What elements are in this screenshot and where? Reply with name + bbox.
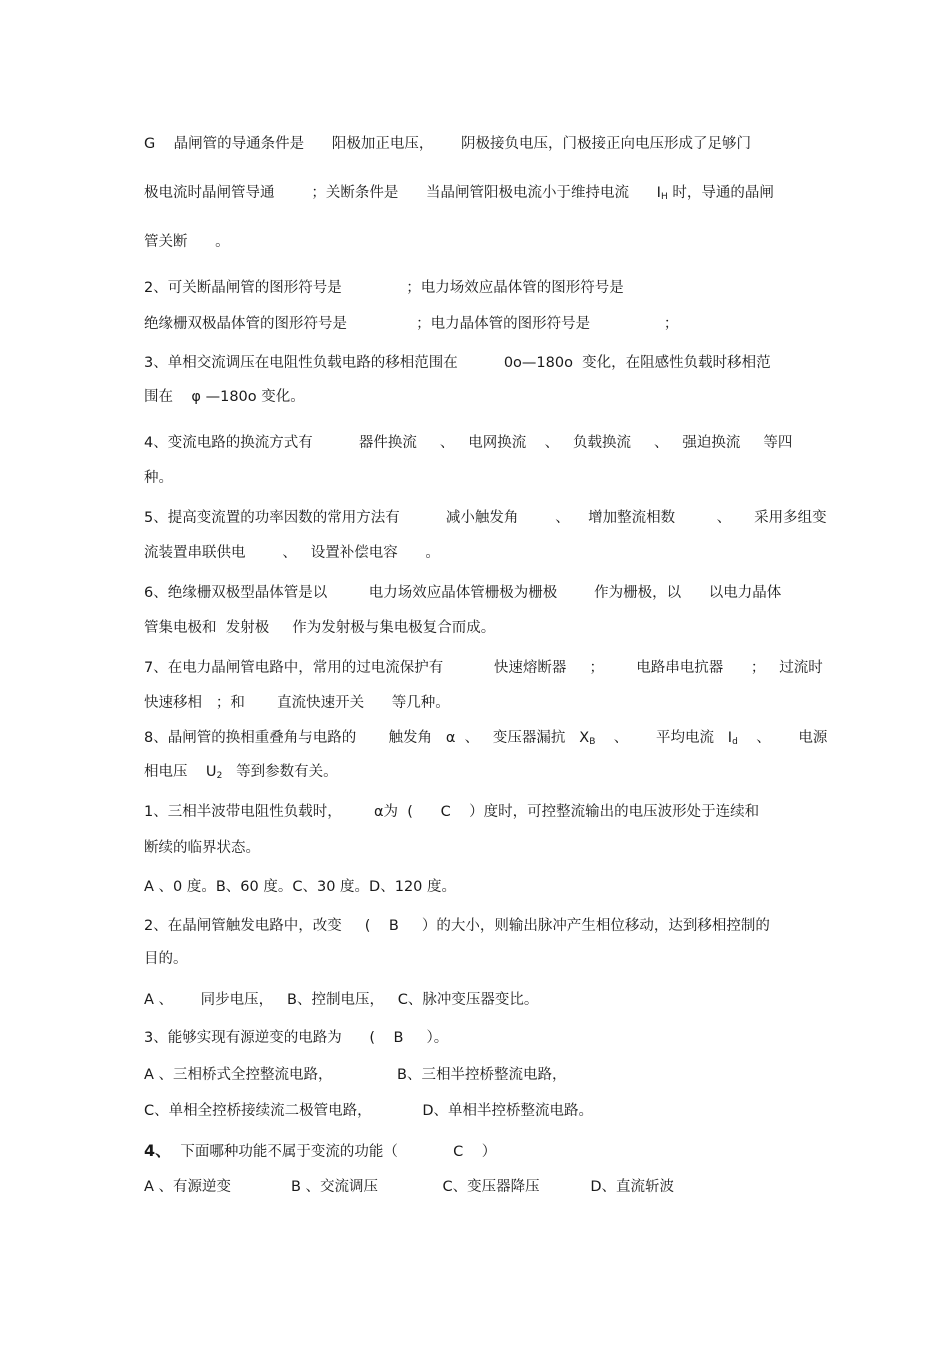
line-1-text: G 晶闸管的导通条件是 阳极加正电压， 阴极接负电压，门极接正向电压形成了足够门	[144, 136, 751, 152]
line-7-text: 围在 φ —180o 变化。	[144, 389, 305, 405]
text-line-11	[144, 543, 810, 563]
text-line-13	[144, 618, 810, 638]
text-line-25	[144, 1065, 810, 1085]
line-26-text: C、单相全控桥接续流二极管电路， D、单相半控桥整流电路。	[144, 1103, 593, 1119]
line-22-text: 目的。	[144, 951, 188, 967]
line-2-subscript: H	[660, 192, 668, 202]
line-21-text: 2、在晶闸管触发电路中，改变 ( B ）的大小，则输出脉冲产生相位移动，达到移相控制的	[144, 918, 770, 934]
text-line-22	[144, 949, 810, 969]
line-17-text-a: 相电压 U	[144, 764, 217, 780]
text-line-16	[144, 728, 828, 752]
line-9-text: 种。	[144, 470, 173, 486]
line-2-tail: 时，导通的晶闸	[667, 185, 774, 201]
line-24-text: 3、能够实现有源逆变的电路为 ( B ）。	[144, 1030, 449, 1046]
text-line-21	[144, 916, 810, 936]
line-4-text: 2、可关断晶闸管的图形符号是 ；电力场效应晶体管的图形符号是	[144, 280, 624, 296]
line-13-text: 管集电极和 发射极 作为发射极与集电极复合而成。	[144, 620, 496, 636]
text-line-20	[144, 877, 810, 897]
text-line-10	[144, 508, 827, 528]
line-17-subscript-2: 2	[216, 771, 223, 781]
text-line-26	[144, 1101, 810, 1121]
text-line-15	[144, 693, 810, 713]
line-18-text: 1、三相半波带电阻性负载时， α为 ( C ）度时，可控整流输出的电压波形处于连续和	[144, 804, 760, 820]
text-line-18	[144, 802, 810, 822]
line-12-text: 6、绝缘栅双极型晶体管是以 电力场效应晶体管栅极为栅极 作为栅极，以 以电力晶体	[144, 585, 782, 601]
line-23-text: A 、 同步电压， B、控制电压， C、脉冲变压器变比。	[144, 992, 539, 1008]
line-28-text: A 、有源逆变 B 、交流调压 C、变压器降压 D、直流斩波	[144, 1179, 675, 1195]
line-16-text-a: 8、晶闸管的换相重叠角与电路的 触发角 α 、 变压器漏抗 X	[144, 730, 590, 746]
line-16-subscript-d: d	[732, 737, 738, 747]
text-line-2	[144, 183, 810, 207]
line-3-text: 管关断 。	[144, 234, 230, 250]
line-14-text: 7、在电力晶闸管电路中，常用的过电流保护有 快速熔断器 ； 电路串电抗器 ； 过流时	[144, 660, 823, 676]
text-line-1	[144, 134, 810, 154]
text-line-24	[144, 1028, 810, 1048]
line-16-text-c: 、 电源	[737, 730, 828, 746]
text-line-14	[144, 658, 823, 678]
text-line-4	[144, 278, 810, 298]
line-27-text: 下面哪种功能不属于变流的功能（ C ）	[171, 1144, 497, 1160]
text-line-6	[144, 353, 810, 373]
line-17-text-b: 等到参数有关。	[222, 764, 338, 780]
text-line-17	[144, 762, 810, 786]
text-line-28	[144, 1177, 810, 1197]
line-10-text: 5、提高变流置的功率因数的常用方法有 减小触发角 、 增加整流相数 、 采用多组变	[144, 510, 827, 526]
line-15-text: 快速移相 ；和 直流快速开关 等几种。	[144, 695, 450, 711]
text-line-5	[144, 314, 810, 334]
text-line-12	[144, 583, 810, 603]
line-11-text: 流装置串联供电 、 设置补偿电容 。	[144, 545, 440, 561]
question-4-number: 4、	[144, 1141, 172, 1160]
line-8-text: 4、变流电路的换流方式有 器件换流 、 电网换流 、 负载换流 、 强迫换流 等四	[144, 435, 793, 451]
text-line-23	[144, 990, 810, 1010]
text-line-3	[144, 232, 810, 252]
text-line-27	[144, 1141, 810, 1162]
text-line-8	[144, 433, 810, 453]
line-16-text-b: 、 平均电流 I	[595, 730, 733, 746]
text-line-19	[144, 838, 810, 858]
line-20-text: A 、0 度。B、60 度。C、30 度。D、120 度。	[144, 879, 457, 895]
line-19-text: 断续的临界状态。	[144, 840, 260, 856]
line-2-text: 极电流时晶闸管导通 ；关断条件是 当晶闸管阳极电流小于维持电流 I	[144, 185, 661, 201]
line-6-text: 3、单相交流调压在电阻性负载电路的移相范围在 0o—180o 变化，在阻感性负载时移相范	[144, 355, 771, 371]
line-16-subscript-b: B	[589, 737, 596, 747]
line-25-text: A 、三相桥式全控整流电路， B、三相半控桥整流电路，	[144, 1067, 567, 1083]
text-line-7	[144, 387, 810, 407]
line-5-text: 绝缘栅双极晶体管的图形符号是 ；电力晶体管的图形符号是 ；	[144, 316, 679, 332]
text-line-9	[144, 468, 810, 488]
